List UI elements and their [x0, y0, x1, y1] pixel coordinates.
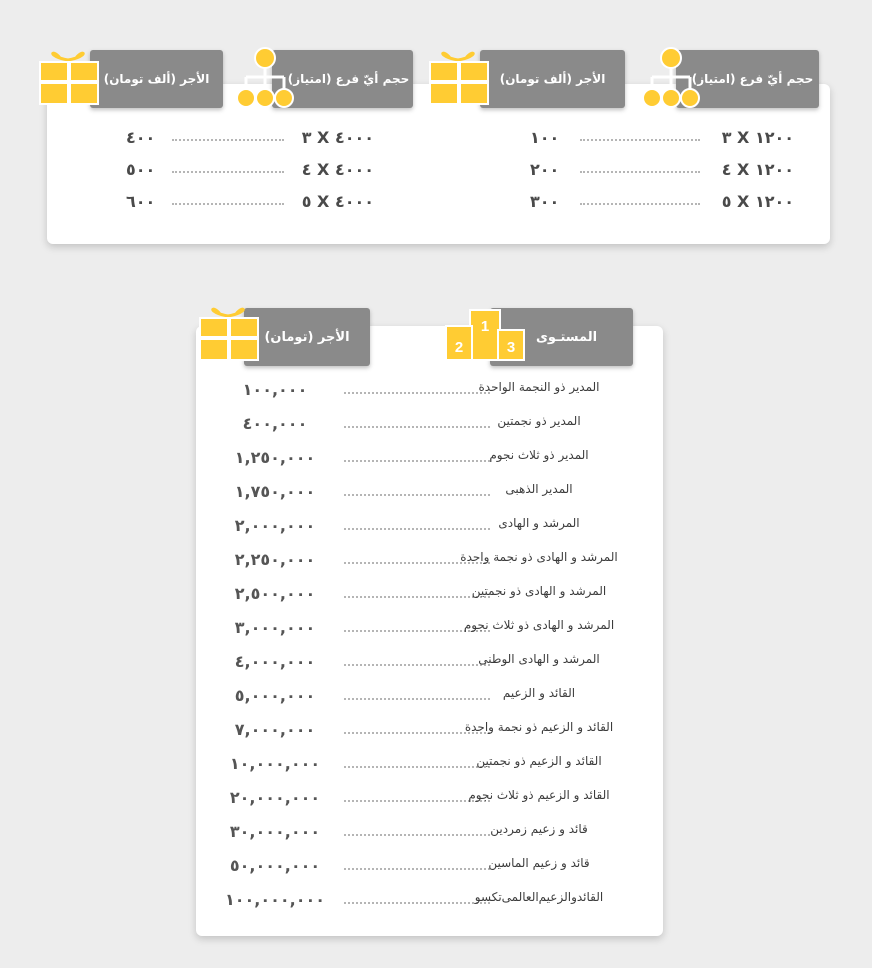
level-name: القائد و الزعيم ذو نجمة واحدة [464, 720, 614, 734]
level-name: المرشد و الهادى [498, 516, 580, 530]
level-pay: ٢٠,٠٠٠,٠٠٠ [229, 788, 321, 807]
pay-header-left [90, 50, 223, 108]
org-tree-icon [232, 44, 298, 110]
level-pay: ١,٧٥٠,٠٠٠ [234, 482, 316, 501]
tier-row [126, 192, 374, 214]
level-pay: ١٠٠,٠٠٠ [242, 380, 308, 399]
tier-row [530, 192, 794, 214]
level-pay: ٥٠,٠٠٠,٠٠٠ [229, 856, 321, 875]
level-pay: ٤,٠٠٠,٠٠٠ [234, 652, 316, 671]
level-pay: ٢,٠٠٠,٠٠٠ [234, 516, 316, 535]
tier-row [530, 160, 794, 182]
level-pay: ٤٠٠,٠٠٠ [242, 414, 308, 433]
level-pay: ٣,٠٠٠,٠٠٠ [234, 618, 316, 637]
level-name: القائد و الزعيم [502, 686, 576, 700]
level-row [196, 822, 663, 846]
dotted-leader [580, 203, 700, 205]
level-row [196, 652, 663, 676]
podium-first-label: 1 [480, 318, 490, 335]
level-name: قائد و زعيم زمردين [490, 822, 588, 836]
org-tree-icon [638, 44, 704, 110]
levels-card [196, 326, 663, 936]
tier-pay: ٣٠٠ [530, 192, 560, 211]
tier-size: ٥ X ١٢٠٠ [721, 192, 794, 211]
tier-size: ٤ X ٤٠٠٠ [301, 160, 374, 179]
level-pay: ١٠,٠٠٠,٠٠٠ [229, 754, 321, 773]
levels-pay-header [244, 308, 370, 366]
tier-row [126, 128, 374, 150]
level-row [196, 516, 663, 540]
tier-pay: ٤٠٠ [126, 128, 156, 147]
level-pay: ٥,٠٠٠,٠٠٠ [234, 686, 316, 705]
level-pay: ٢,٥٠٠,٠٠٠ [234, 584, 316, 603]
tier-row [530, 128, 794, 150]
level-row [196, 584, 663, 608]
level-name: المرشد و الهادى ذو نجمتين [471, 584, 607, 598]
podium-second-label: 2 [454, 339, 464, 356]
level-row [196, 686, 663, 710]
podium-icon [444, 300, 528, 362]
level-name: المرشد و الهادى الوطنى [478, 652, 600, 666]
tier-pay: ٥٠٠ [126, 160, 156, 179]
level-name: المدير ذو النجمة الواحدة [478, 380, 600, 394]
level-pay: ٧,٠٠٠,٠٠٠ [234, 720, 316, 739]
size-header-label: حجم أيّ فرع (امتياز) [287, 72, 410, 86]
level-row [196, 414, 663, 438]
level-row [196, 754, 663, 778]
tier-pay: ٢٠٠ [530, 160, 560, 179]
level-pay: ١,٢٥٠,٠٠٠ [234, 448, 316, 467]
pay-header-label: الأجر (ألف تومان) [103, 72, 210, 86]
level-pay: ٣٠,٠٠٠,٠٠٠ [229, 822, 321, 841]
level-row [196, 482, 663, 506]
level-row [196, 788, 663, 812]
dotted-leader [172, 203, 284, 205]
level-row [196, 890, 663, 914]
tier-size: ٤ X ١٢٠٠ [721, 160, 794, 179]
tier-size: ٥ X ٤٠٠٠ [301, 192, 374, 211]
gift-icon [38, 44, 100, 106]
level-row [196, 550, 663, 574]
dotted-leader [580, 171, 700, 173]
level-name: المدير ذو نجمتين [497, 414, 581, 428]
level-row [196, 618, 663, 642]
dotted-leader [580, 139, 700, 141]
level-row [196, 856, 663, 880]
level-name: القائد و الزعيم ذو ثلاث نجوم [468, 788, 610, 802]
tier-size: ٣ X ٤٠٠٠ [301, 128, 374, 147]
level-pay: ١٠٠,٠٠٠,٠٠٠ [224, 890, 326, 909]
tier-pay: ٦٠٠ [126, 192, 156, 211]
level-row [196, 448, 663, 472]
podium-third-label: 3 [506, 339, 516, 356]
levels-pay-header-label: الأجر (تومان) [264, 329, 350, 345]
dotted-leader [172, 139, 284, 141]
tier-row [126, 160, 374, 182]
level-header-label: المستـوى [535, 329, 598, 345]
level-row [196, 720, 663, 744]
level-name: قائد و زعيم الماسين [488, 856, 590, 870]
gift-icon [428, 44, 490, 106]
dotted-leader [172, 171, 284, 173]
level-name: المرشد و الهادى ذو نجمة واحدة [460, 550, 618, 564]
tier-size: ٣ X ١٢٠٠ [721, 128, 794, 147]
level-pay: ٢,٢٥٠,٠٠٠ [234, 550, 316, 569]
level-row [196, 380, 663, 404]
pay-header-right [480, 50, 625, 108]
level-name: المدير ذو ثلاث نجوم [489, 448, 589, 462]
level-name: القائدوالزعيم‌العالمى‌تكسو [474, 890, 604, 904]
level-name: المدير الذهبى [505, 482, 573, 496]
level-name: المرشد و الهادى ذو ثلاث نجوم [463, 618, 615, 632]
level-name: القائد و الزعيم ذو نجمتين [476, 754, 602, 768]
size-header-label: حجم أيّ فرع (امتياز) [691, 72, 814, 86]
pay-header-label: الأجر (ألف تومان) [499, 72, 606, 86]
gift-icon [198, 300, 260, 362]
tier-pay: ١٠٠ [530, 128, 560, 147]
